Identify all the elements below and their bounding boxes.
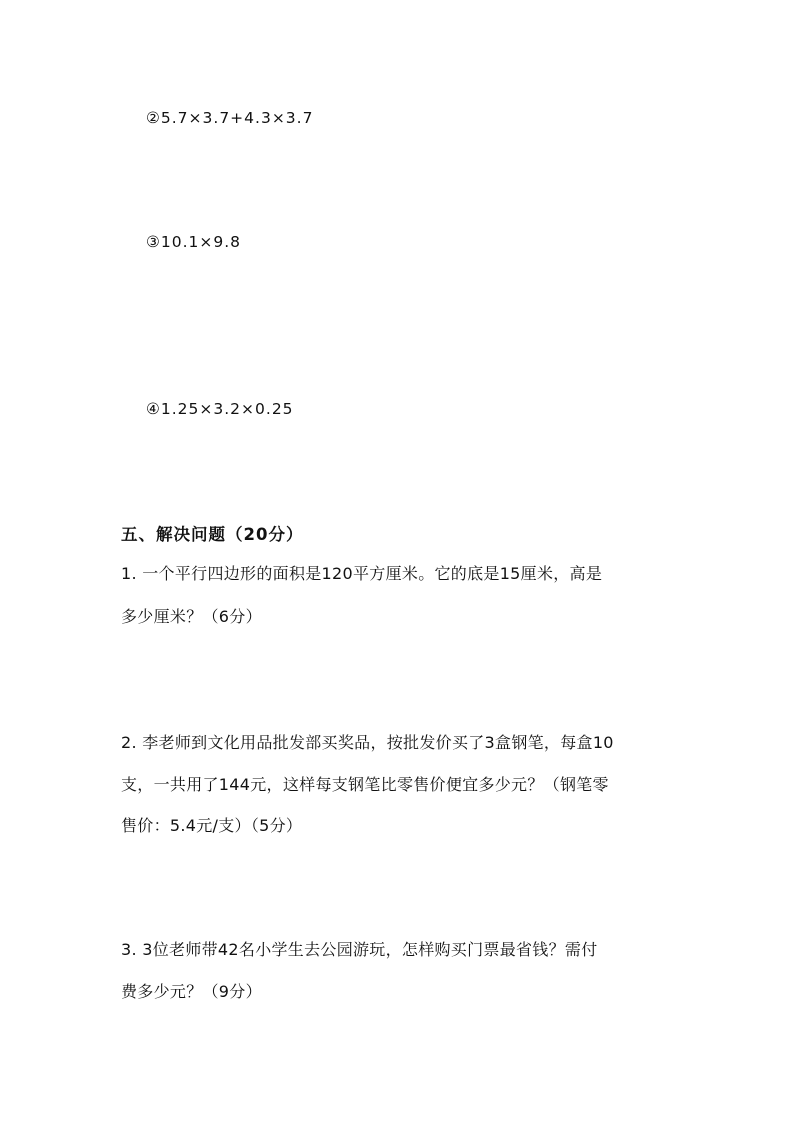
problem-1-line-2: 多少厘米？（6分） [121, 607, 262, 626]
problem-2-line-3: 售价：5.4元/支）（5分） [121, 816, 303, 835]
calculation-2: ②5.7×3.7+4.3×3.7 [146, 109, 314, 127]
problem-1-line-1: 1. 一个平行四边形的面积是120平方厘米。它的底是15厘米，高是 [121, 564, 603, 583]
calculation-4: ④1.25×3.2×0.25 [146, 400, 294, 418]
problem-3-line-1: 3. 3位老师带42名小学生去公园游玩，怎样购买门票最省钱？需付 [121, 940, 598, 959]
section-heading: 五、解决问题（20分） [121, 525, 304, 544]
problem-2-line-1: 2. 李老师到文化用品批发部买奖品，按批发价买了3盒钢笔，每盒10 [121, 733, 614, 752]
problem-3-line-2: 费多少元？（9分） [121, 982, 262, 1001]
problem-2-line-2: 支，一共用了144元，这样每支钢笔比零售价便宜多少元？（钢笔零 [121, 775, 609, 794]
calculation-3: ③10.1×9.8 [146, 233, 242, 251]
